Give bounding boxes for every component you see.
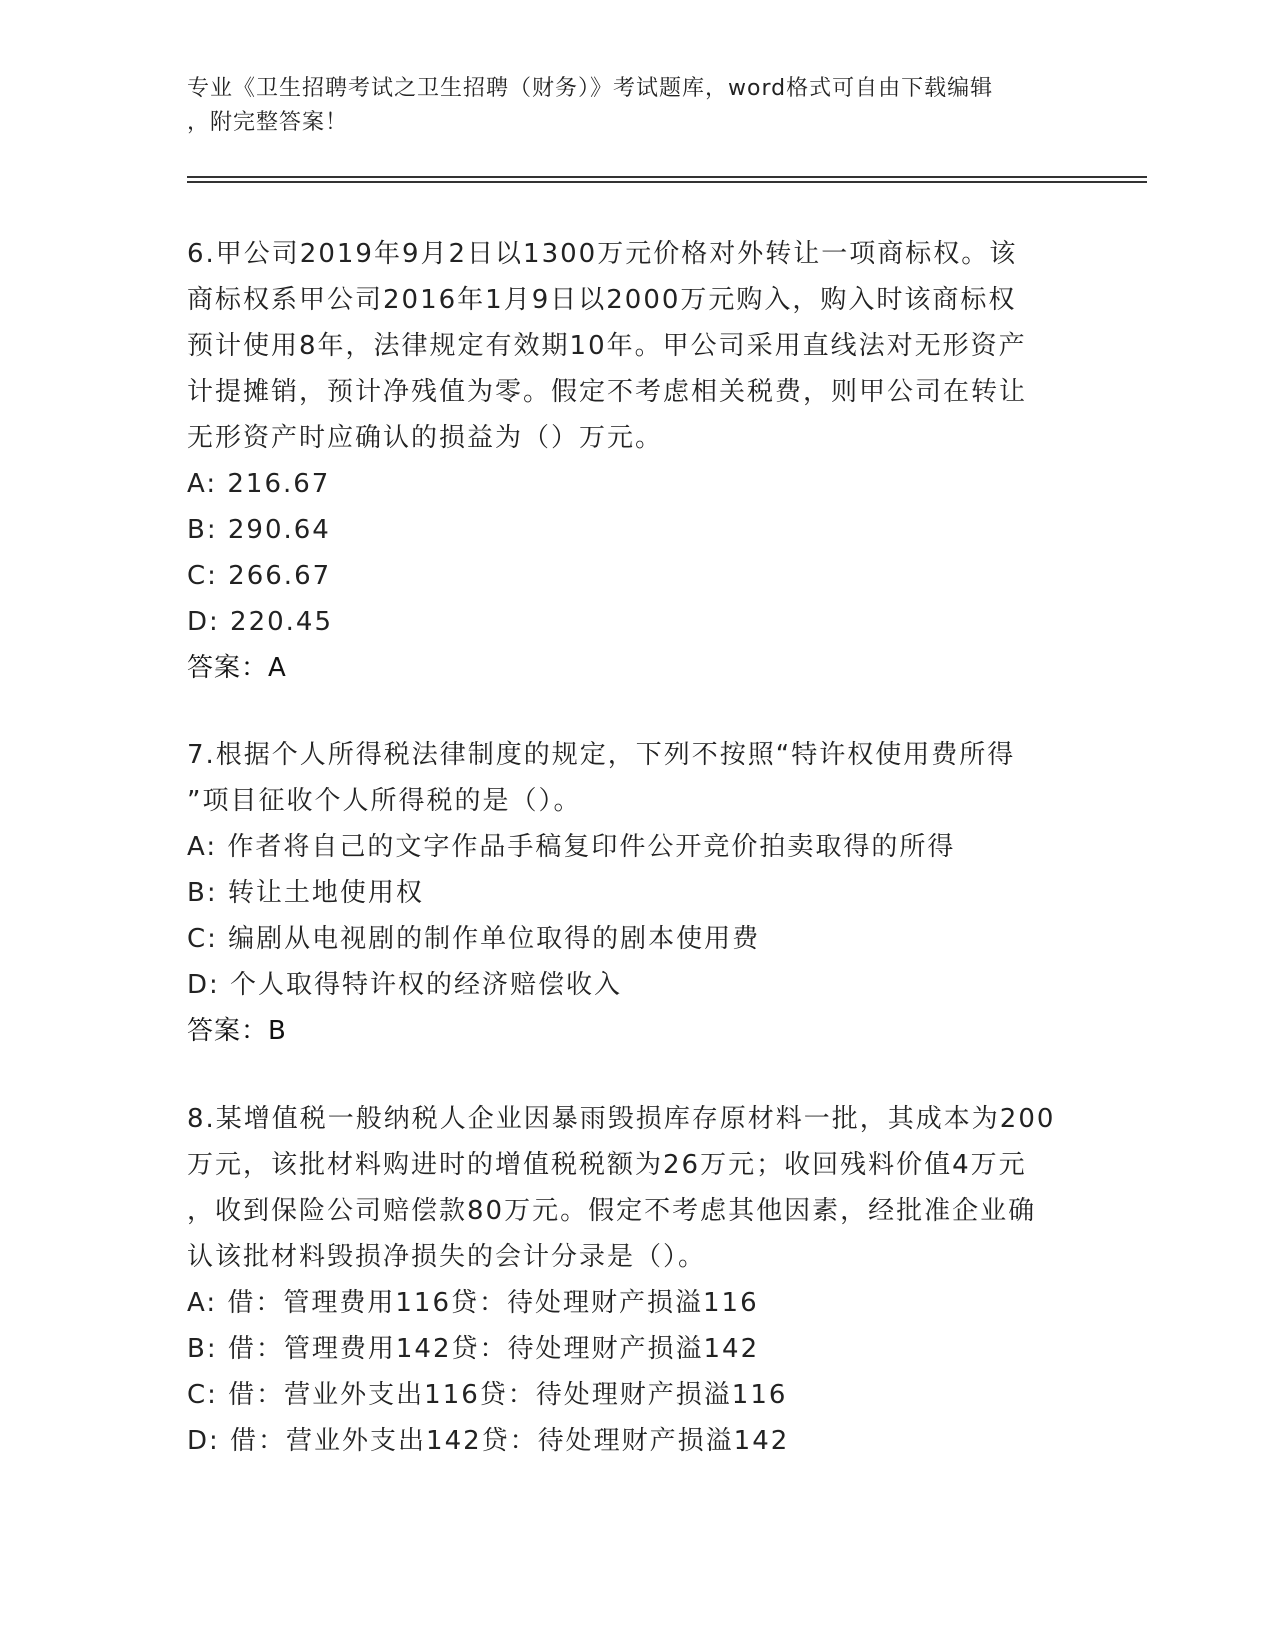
option-d: D: 借：营业外支出142贷：待处理财产损溢142 (187, 1426, 790, 1456)
option-c: C: 266.67 (187, 561, 332, 591)
header-line-1: 专业《卫生招聘考试之卫生招聘（财务）》考试题库，word格式可自由下载编辑 (187, 76, 994, 101)
option-a: A: 作者将自己的文字作品手稿复印件公开竞价拍卖取得的所得 (187, 832, 956, 862)
question-6 (187, 231, 1087, 691)
option-a: A: 216.67 (187, 469, 331, 499)
header-line-2: ，附完整答案！ (187, 110, 349, 135)
question-stem: 7.根据个人所得税法律制度的规定，下列不按照“特许权使用费所得 ”项目征收个人所得税的是（）。 (187, 740, 1016, 816)
option-b: B: 290.64 (187, 515, 331, 545)
header-divider-bottom (187, 181, 1147, 183)
answer: 答案：B (187, 1016, 287, 1046)
question-stem: 6.甲公司2019年9月2日以1300万元价格对外转让一项商标权。该 商标权系甲公司2016年1月9日以2000万元购入，购入时该商标权 预计使用8年，法律规定有效期10年。甲公司采用直线法对无形资产 计提摊销，预计净残值为零。假定不考虑相关税费，则甲公司在转让 无形资产时应确认的损益为（）万元。 (187, 239, 1028, 453)
option-c: C: 编剧从电视剧的制作单位取得的剧本使用费 (187, 924, 761, 954)
question-8 (187, 1096, 1087, 1464)
answer: 答案：A (187, 653, 287, 683)
question-stem: 8.某增值税一般纳税人企业因暴雨毁损库存原材料一批，其成本为200 万元，该批材料购进时的增值税税额为26万元；收回残料价值4万元 ，收到保险公司赔偿款80万元。假定不考虑其他因素，经批准企业确 认该批材料毁损净损失的会计分录是（）。 (187, 1104, 1056, 1272)
option-d: D: 个人取得特许权的经济赔偿收入 (187, 970, 623, 1000)
option-c: C: 借：营业外支出116贷：待处理财产损溢116 (187, 1380, 788, 1410)
header-divider-top (187, 176, 1147, 178)
question-7 (187, 732, 1087, 1054)
document-header (187, 72, 1077, 140)
option-d: D: 220.45 (187, 607, 334, 637)
option-a: A: 借：管理费用116贷：待处理财产损溢116 (187, 1288, 759, 1318)
option-b: B: 借：管理费用142贷：待处理财产损溢142 (187, 1334, 760, 1364)
option-b: B: 转让土地使用权 (187, 878, 424, 908)
